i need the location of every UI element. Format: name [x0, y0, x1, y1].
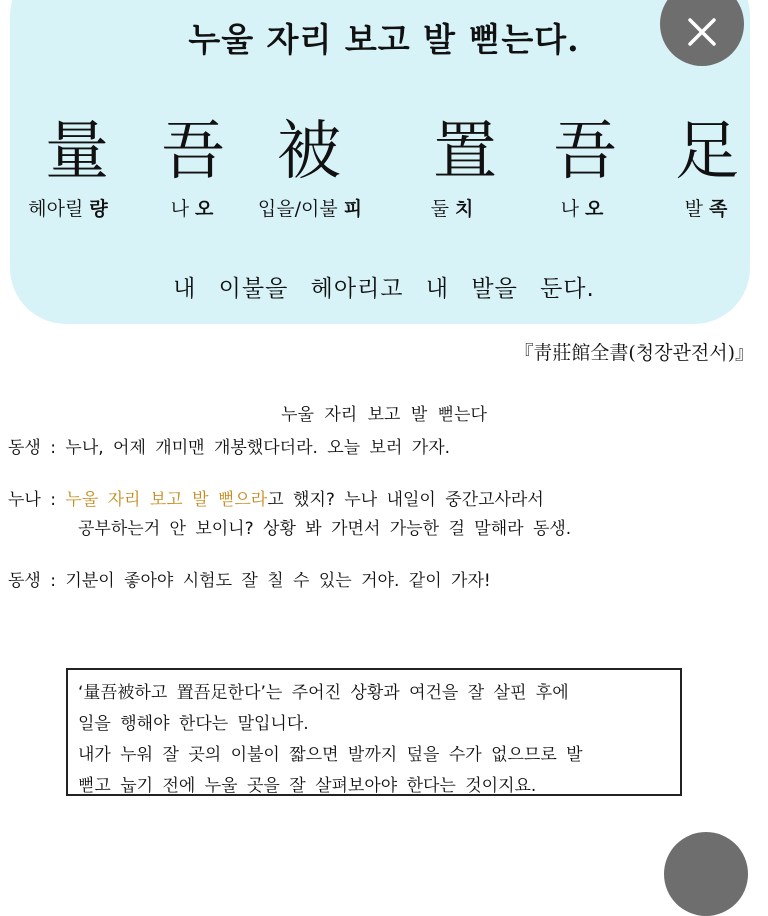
hanja-char: 量	[45, 115, 109, 189]
dialogue-continuation: 공부하는거 안 보이니? 상황 봐 가면서 가능한 걸 말해라 동생.	[78, 519, 572, 539]
hanja-gloss: 나 오	[560, 198, 604, 220]
hanja-gloss: 둘 치	[430, 198, 474, 220]
floating-action-button[interactable]	[664, 832, 748, 916]
hanja-char: 被	[277, 115, 341, 189]
dialogue-line	[8, 566, 491, 591]
explanation-box	[66, 668, 682, 796]
hanja-char: 吾	[553, 115, 617, 189]
hanja-gloss: 입을/이불 피	[257, 198, 363, 220]
dialogue-text: 누나, 어제 개미맨 개봉했다더라. 오늘 보러 가자.	[65, 438, 451, 458]
hanja-char: 吾	[161, 115, 225, 189]
explanation-line: 내가 누워 잘 곳의 이불이 짧으면 발까지 덮을 수가 없으므로 발	[78, 745, 583, 765]
hanja-char: 置	[433, 115, 497, 189]
dialogue-text: 기분이 좋아야 시험도 잘 칠 수 있는 거야. 같이 가자!	[65, 571, 491, 591]
idiom-meaning: 내 이불을 헤아리고 내 발을 둔다.	[173, 276, 595, 302]
hanja-gloss: 헤아릴 량	[28, 198, 108, 220]
dialogue-text: 고 했지? 누나 내일이 중간고사라서	[267, 490, 544, 510]
highlighted-proverb: 누울 자리 보고 발 뻗으라	[65, 490, 268, 510]
page-title: 누울 자리 보고 발 뻗는다.	[188, 20, 580, 59]
hanja-gloss: 나 오	[170, 198, 214, 220]
dialogue-line	[8, 485, 544, 510]
explanation-line: ‘量吾被하고 置吾足한다’는 주어진 상황과 여건을 잘 살핀 후에	[78, 683, 569, 703]
speaker-label: 동생 :	[8, 571, 56, 591]
explanation-line: 일을 행해야 한다는 말입니다.	[78, 714, 309, 734]
explanation-line: 뻗고 눕기 전에 누울 곳을 잘 살펴보아야 한다는 것이지요.	[78, 776, 537, 796]
hanja-gloss: 발 족	[684, 198, 728, 220]
dialogue-line	[8, 433, 450, 458]
speaker-label: 누나 :	[8, 490, 56, 510]
source-citation: 『靑莊館全書(청장관전서)』	[514, 342, 754, 364]
dialogue-title: 누울 자리 보고 발 뻗는다	[281, 405, 487, 425]
close-icon	[685, 15, 719, 49]
hanja-char: 足	[675, 115, 739, 189]
speaker-label: 동생 :	[8, 438, 56, 458]
